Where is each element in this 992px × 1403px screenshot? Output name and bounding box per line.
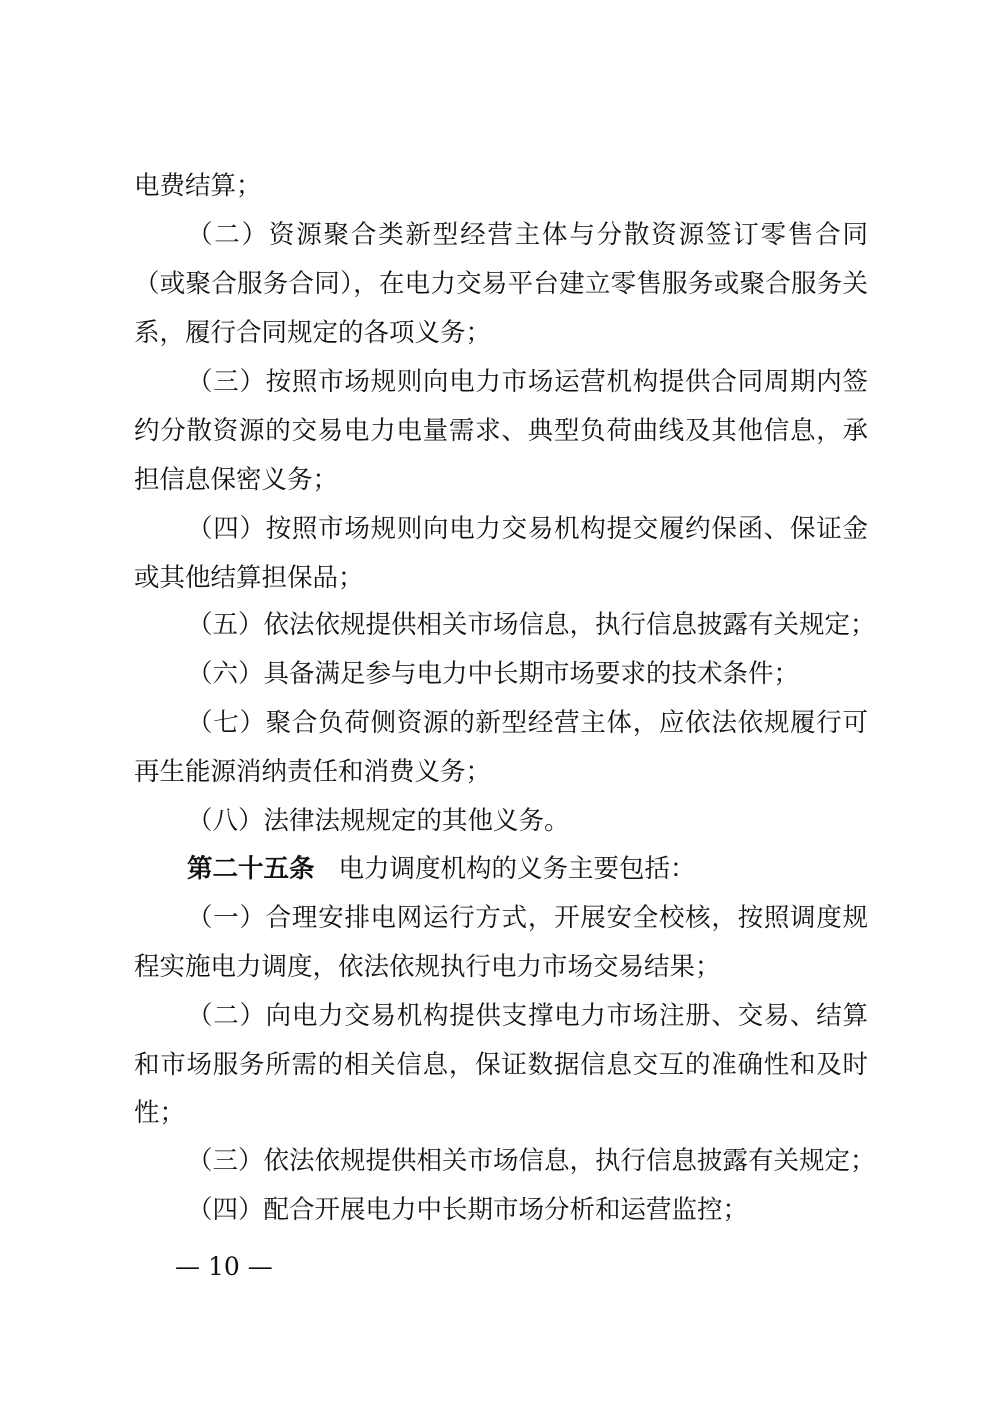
- text-line: （六）具备满足参与电力中长期市场要求的技术条件；: [187, 659, 800, 689]
- article-25-line: [187, 853, 868, 885]
- article-text: 电力调度机构的义务主要包括：: [338, 854, 696, 884]
- text-line: （一）合理安排电网运行方式，开展安全校核，按照调度规: [187, 903, 868, 933]
- text-line: （四）配合开展电力中长期市场分析和运营监控；: [187, 1195, 749, 1225]
- text-line: 或其他结算担保品；: [134, 563, 364, 593]
- text-line: 系，履行合同规定的各项义务；: [134, 318, 492, 348]
- text-line: （或聚合服务合同），在电力交易平台建立零售服务或聚合服务关: [134, 269, 868, 299]
- text-line: （三）按照市场规则向电力市场运营机构提供合同周期内签: [187, 367, 868, 397]
- text-line: 和市场服务所需的相关信息，保证数据信息交互的准确性和及时: [134, 1050, 868, 1080]
- text-line: （二）向电力交易机构提供支撑电力市场注册、交易、结算: [187, 1001, 868, 1031]
- page-number: — 10 —: [175, 1252, 273, 1281]
- text-line: （四）按照市场规则向电力交易机构提交履约保函、保证金: [187, 514, 868, 544]
- text-line: （七）聚合负荷侧资源的新型经营主体，应依法依规履行可: [187, 708, 868, 738]
- article-heading: 第二十五条: [187, 854, 315, 884]
- text-line: 担信息保密义务；: [134, 465, 339, 495]
- text-line: 约分散资源的交易电力电量需求、典型负荷曲线及其他信息，承: [134, 416, 868, 446]
- text-line: （二）资源聚合类新型经营主体与分散资源签订零售合同: [187, 220, 868, 250]
- text-line: 程实施电力调度，依法依规执行电力市场交易结果；: [134, 952, 721, 982]
- text-line: （三）依法依规提供相关市场信息，执行信息披露有关规定；: [187, 1146, 876, 1176]
- text-line: 再生能源消纳责任和消费义务；: [134, 757, 492, 787]
- text-line: （五）依法依规提供相关市场信息，执行信息披露有关规定；: [187, 610, 876, 640]
- text-line: 性；: [134, 1098, 186, 1128]
- text-line: （八）法律法规规定的其他义务。: [187, 806, 570, 836]
- text-line: 电费结算；: [134, 171, 262, 201]
